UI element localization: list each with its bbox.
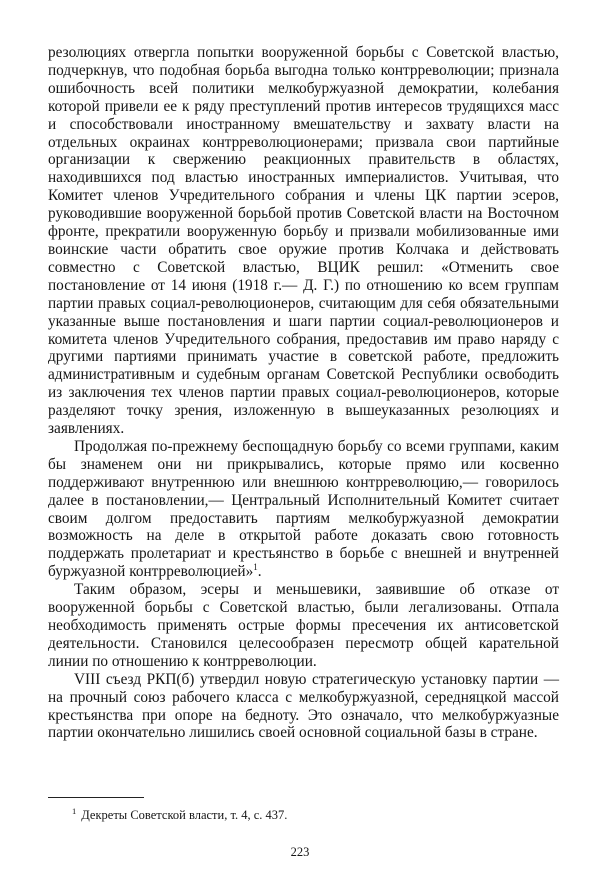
footnote-number: 1: [72, 805, 77, 816]
footnote-separator: [48, 797, 144, 798]
paragraph-3: Таким образом, эсеры и меньшевики, заявившие об отказе от вооруженной борьбы с Советской властью, были легализованы. Отпала необходимость применять острые формы пресечения их антисоветской деятельности. Становился целесообразен пересмотр общей карательной линии по отношению к контрреволюции.: [48, 581, 559, 670]
paragraph-2-text: Продолжая по-прежнему беспощадную борьбу со всеми группами, каким бы знаменем они ни прикрывались, которые прямо или косвенно поддерживают внутреннюю или внешнюю контрреволюцию,— говорилось далее в постановлении,— Центральный Исполнительный Комитет считает своим долгом предоставить партиям мелкобуржуазной демократии возможность на деле в открытой работе доказать свою готовность поддержать пролетариат и крестьянство в борьбе с внешней и внутренней буржуазной контрреволюцией»: [48, 437, 559, 581]
footnote-text: Декреты Советской власти, т. 4, с. 437.: [81, 808, 288, 822]
footnote: [72, 805, 288, 823]
body-text: [48, 44, 559, 742]
paragraph-2: [48, 438, 559, 581]
paragraph-2-tail: .: [257, 563, 262, 581]
paragraph-4: VIII съезд РКП(б) утвердил новую стратегическую установку партии — на прочный союз рабочего класса с мелкобуржуазной, середняцкой массой крестьянства при опоре на бедноту. Это означало, что мелкобуржуазные партии окончательно лишились своей основной социальной базы в стране.: [48, 670, 559, 742]
paragraph-1: резолюциях отвергла попытки вооруженной борьбы с Советской властью, подчеркнув, что подобная борьба выгодна только контрреволюции; признала ошибочность всей политики мелкобуржуазной демократии, колебания которой привели ее к ряду преступлений против интересов трудящихся масс и способствовали иностранному вмешательству и захвату власти на отдельных окраинах контрреволюционерами; призвала свои партийные организации к свержению реакционных правительств в областях, находившихся под властью иностранных империалистов. Учитывая, что Комитет членов Учредительного собрания и члены ЦК партии эсеров, руководившие вооруженной борьбой против Советской власти на Восточном фронте, прекратили вооруженную борьбу и призвали мобилизованные ими воинские части обратить свое оружие против Колчака и действовать совместно с Советской властью, ВЦИК решил: «Отменить свое постановление от 14 июня (1918 г.— Д. Г.) по отношению ко всем группам партии правых социал-революционеров, считающим для себя обязательными указанные выше постановления и шаги партии социал-революционеров и комитета членов Учредительного собрания, предоставив им право наряду с другими партиями принимать участие в советской работе, предложить административным и судебным органам Советской Республики освободить из заключения тех членов партии правых социал-революционеров, которые разделяют точку зрения, изложенную в вышеуказанных резолюциях и заявлениях.: [48, 44, 559, 438]
page-number: 223: [290, 845, 310, 859]
footnote-reference: 1: [253, 562, 258, 573]
